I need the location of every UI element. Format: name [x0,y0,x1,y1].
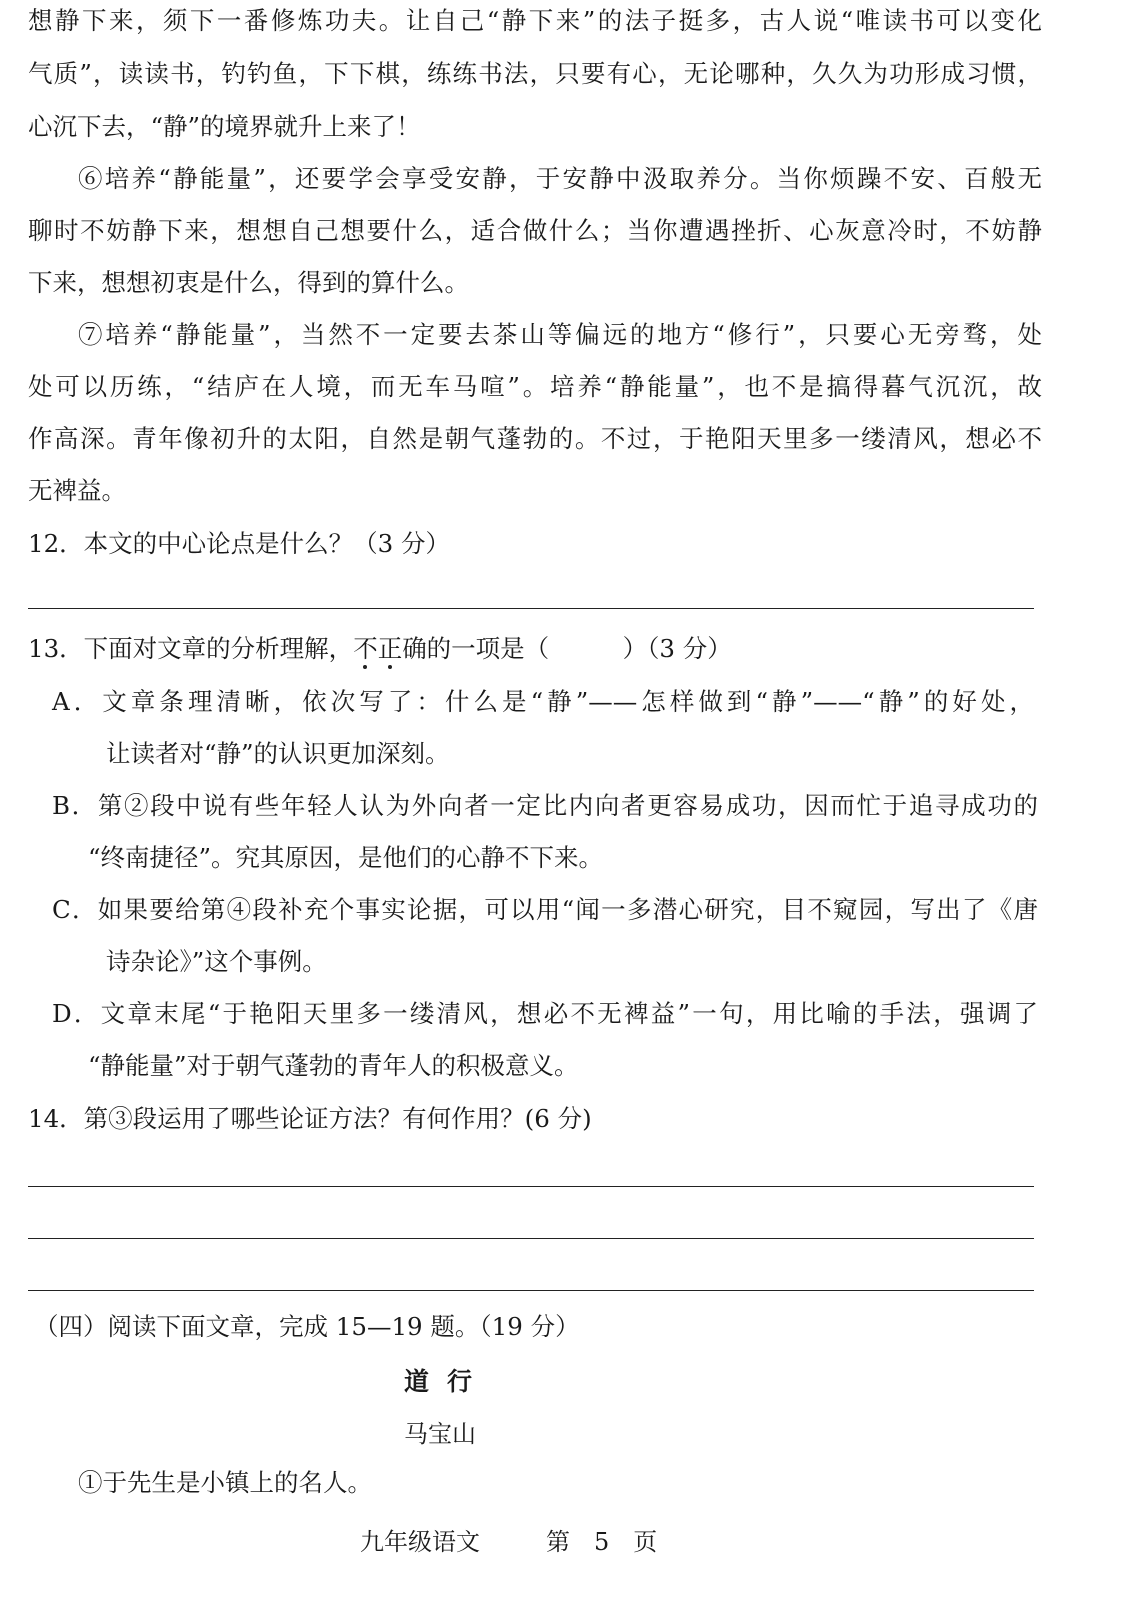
answer-line-q14-2[interactable] [28,1238,1034,1239]
question-14: 14．第③段运用了哪些论证方法？有何作用？(6 分) [28,1104,592,1133]
q13-option-b-line-2: “终南捷径”。究其原因，是他们的心静不下来。 [88,843,604,872]
answer-line-q14-3[interactable] [28,1290,1034,1291]
q13-option-a-line-2: 让读者对“静”的认识更加深刻。 [106,739,450,768]
q13-emphasis-2: 正 [377,634,403,663]
passage-p7-line-2: 处可以历练，“结庐在人境，而无车马喧”。培养“静能量”，也不是搞得暮气沉沉，故 [28,372,1042,401]
passage-p7-line-3: 作高深。青年像初升的太阳，自然是朝气蓬勃的。不过，于艳阳天里多一缕清风，想必不 [28,424,1042,453]
article-author: 马宝山 [404,1420,476,1448]
question-12: 12．本文的中心论点是什么？（3 分） [28,529,451,558]
passage-p5-line-2: 气质”，读读书，钓钓鱼，下下棋，练练书法，只要有心，无论哪种，久久为功形成习惯， [28,59,1042,88]
q13-option-d-line-1: D．文章末尾“于艳阳天里多一缕清风，想必不无裨益”一句，用比喻的手法，强调了 [52,999,1038,1028]
passage-p5-line-1: 想静下来，须下一番修炼功夫。让自己“静下来”的法子挺多，古人说“唯读书可以变化 [28,6,1042,35]
footer-subject: 九年级语文 [360,1528,480,1556]
q13-emphasis-1: 不 [353,634,378,663]
article-paragraph-1: ①于先生是小镇上的名人。 [78,1468,372,1497]
article-title: 道行 [404,1367,491,1396]
passage-p6-line-1: ⑥培养“静能量”，还要学会享受安静，于安静中汲取养分。当你烦躁不安、百般无 [78,164,1042,193]
answer-line-q12[interactable] [28,608,1034,609]
answer-line-q14-1[interactable] [28,1186,1034,1187]
q13-suffix: 确的一项是（ ）（3 分） [402,634,732,663]
q13-option-d-line-2: “静能量”对于朝气蓬勃的青年人的积极意义。 [88,1051,579,1080]
section-4-heading: （四）阅读下面文章，完成 15—19 题。（19 分） [34,1312,580,1341]
q13-prefix: 13．下面对文章的分析理解， [28,634,354,663]
passage-p7-line-4: 无裨益。 [28,476,126,505]
q13-option-c-line-1: C．如果要给第④段补充个事实论据，可以用“闻一多潜心研究，目不窥园，写出了《唐 [52,895,1038,924]
q13-option-c-line-2: 诗杂论》”这个事例。 [106,947,327,976]
passage-p6-line-3: 下来，想想初衷是什么，得到的算什么。 [28,268,469,297]
q13-option-a-line-1: A．文章条理清晰，依次写了：什么是“静”——怎样做到“静”——“静”的好处， [52,687,1034,716]
question-13 [28,632,732,666]
passage-p6-line-2: 聊时不妨静下来，想想自己想要什么，适合做什么；当你遭遇挫折、心灰意冷时，不妨静 [28,216,1042,245]
passage-p7-line-1: ⑦培养“静能量”，当然不一定要去茶山等偏远的地方“修行”，只要心无旁骛，处 [78,320,1042,349]
footer-page-number: 第 5 页 [546,1528,658,1556]
q13-option-b-line-1: B．第②段中说有些年轻人认为外向者一定比内向者更容易成功，因而忙于追寻成功的 [52,791,1038,820]
passage-p5-line-3: 心沉下去，“静”的境界就升上来了！ [28,112,421,141]
